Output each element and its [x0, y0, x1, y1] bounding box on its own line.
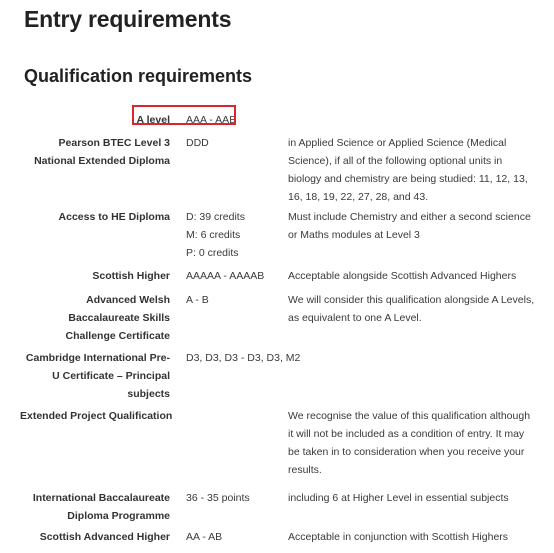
qualification-name-line: Advanced Welsh	[86, 294, 170, 306]
qualification-note-line: We will consider this qualification alongside A Levels,	[288, 294, 535, 306]
qualification-note	[288, 291, 535, 327]
qualification-name-line: subjects	[127, 388, 170, 400]
qualification-note-line: biology and chemistry are being studied: 11, 12, 13,	[288, 173, 528, 185]
qualification-name-line: U Certificate – Principal	[52, 370, 170, 382]
qualification-grade-line: AA - AB	[186, 531, 223, 543]
qualification-note-line: Must include Chemistry and either a second science	[288, 211, 531, 223]
qualification-grade-line: DDD	[186, 137, 209, 149]
qualification-name	[20, 407, 173, 425]
qualification-grade	[186, 134, 286, 152]
qualification-note	[288, 489, 524, 507]
qualification-grade	[186, 489, 286, 507]
qualification-name-line: Cambridge International Pre-	[25, 352, 170, 364]
qualification-grade-line: 36 - 35 points	[186, 492, 250, 504]
qualification-name-line: National Extended Diploma	[34, 155, 170, 167]
qualification-grade-line: P: 0 credits	[186, 247, 239, 259]
qualification-grade-line: D: 39 credits	[186, 211, 245, 223]
qualification-name-line: Scottish Advanced Higher	[39, 531, 170, 543]
qualification-note-line: as equivalent to one A Level.	[288, 312, 422, 324]
qualification-note-line: results.	[288, 464, 322, 476]
qualification-note-line: be taken in to consideration when you receive your	[288, 446, 525, 458]
qualification-note-line: it will not be included as a condition of entry. It may	[288, 428, 525, 440]
qualification-name	[20, 111, 170, 129]
qualification-grade	[186, 291, 286, 309]
qualification-grade	[186, 528, 286, 546]
qualification-note-line: We recognise the value of this qualification although	[288, 410, 531, 422]
qualification-name-line: Access to HE Diploma	[58, 211, 170, 223]
qualification-name-line: Diploma Programme	[67, 510, 170, 522]
qualification-note-line: Acceptable in conjunction with Scottish Highers	[288, 531, 509, 543]
qualification-name	[20, 528, 170, 546]
qualification-grade-line: AAA - AAB	[186, 114, 237, 126]
qualification-note-line: in Applied Science or Applied Science (Medical	[288, 137, 507, 149]
qualification-name-line: Pearson BTEC Level 3	[58, 137, 170, 149]
page-title: Entry requirements	[24, 6, 232, 32]
qualification-note	[288, 528, 524, 546]
qualification-grade	[186, 111, 286, 129]
qualification-grade	[186, 267, 286, 285]
qualification-name	[20, 267, 170, 285]
qualification-note-line: including 6 at Higher Level in essential subjects	[288, 492, 509, 504]
qualification-name-line: Extended Project Qualification	[20, 410, 173, 422]
qualification-name	[20, 134, 170, 170]
qualification-name-line: A level	[136, 114, 170, 126]
qualification-note-line: 16, 18, 19, 22, 27, 28, and 43.	[288, 191, 429, 203]
qualification-name	[20, 349, 170, 403]
qualification-name-line: Baccalaureate Skills	[68, 312, 170, 324]
section-title: Qualification requirements	[24, 66, 253, 86]
qualification-name	[20, 489, 170, 525]
qualification-grade-line: AAAAA - AAAAB	[186, 270, 265, 282]
qualification-note	[288, 134, 528, 206]
qualification-note	[288, 208, 531, 244]
qualification-note-line: Science), if all of the following optional units in	[288, 155, 503, 167]
qualification-name	[20, 208, 170, 226]
qualification-grade-line: A - B	[186, 294, 209, 306]
qualification-note-line: or Maths modules at Level 3	[288, 229, 420, 241]
qualification-grade-line: M: 6 credits	[186, 229, 241, 241]
qualification-grade	[186, 349, 301, 367]
qualification-name-line: Scottish Higher	[92, 270, 170, 282]
qualification-name-line: International Baccalaureate	[32, 492, 170, 504]
qualification-name-line: Challenge Certificate	[65, 330, 170, 342]
qualification-note	[288, 407, 531, 479]
qualification-grade-line: D3, D3, D3 - D3, D3, M2	[186, 352, 301, 364]
qualification-grade	[186, 208, 286, 262]
qualification-note-line: Acceptable alongside Scottish Advanced Highers	[288, 270, 517, 282]
qualification-name	[20, 291, 170, 345]
qualification-note	[288, 267, 524, 285]
